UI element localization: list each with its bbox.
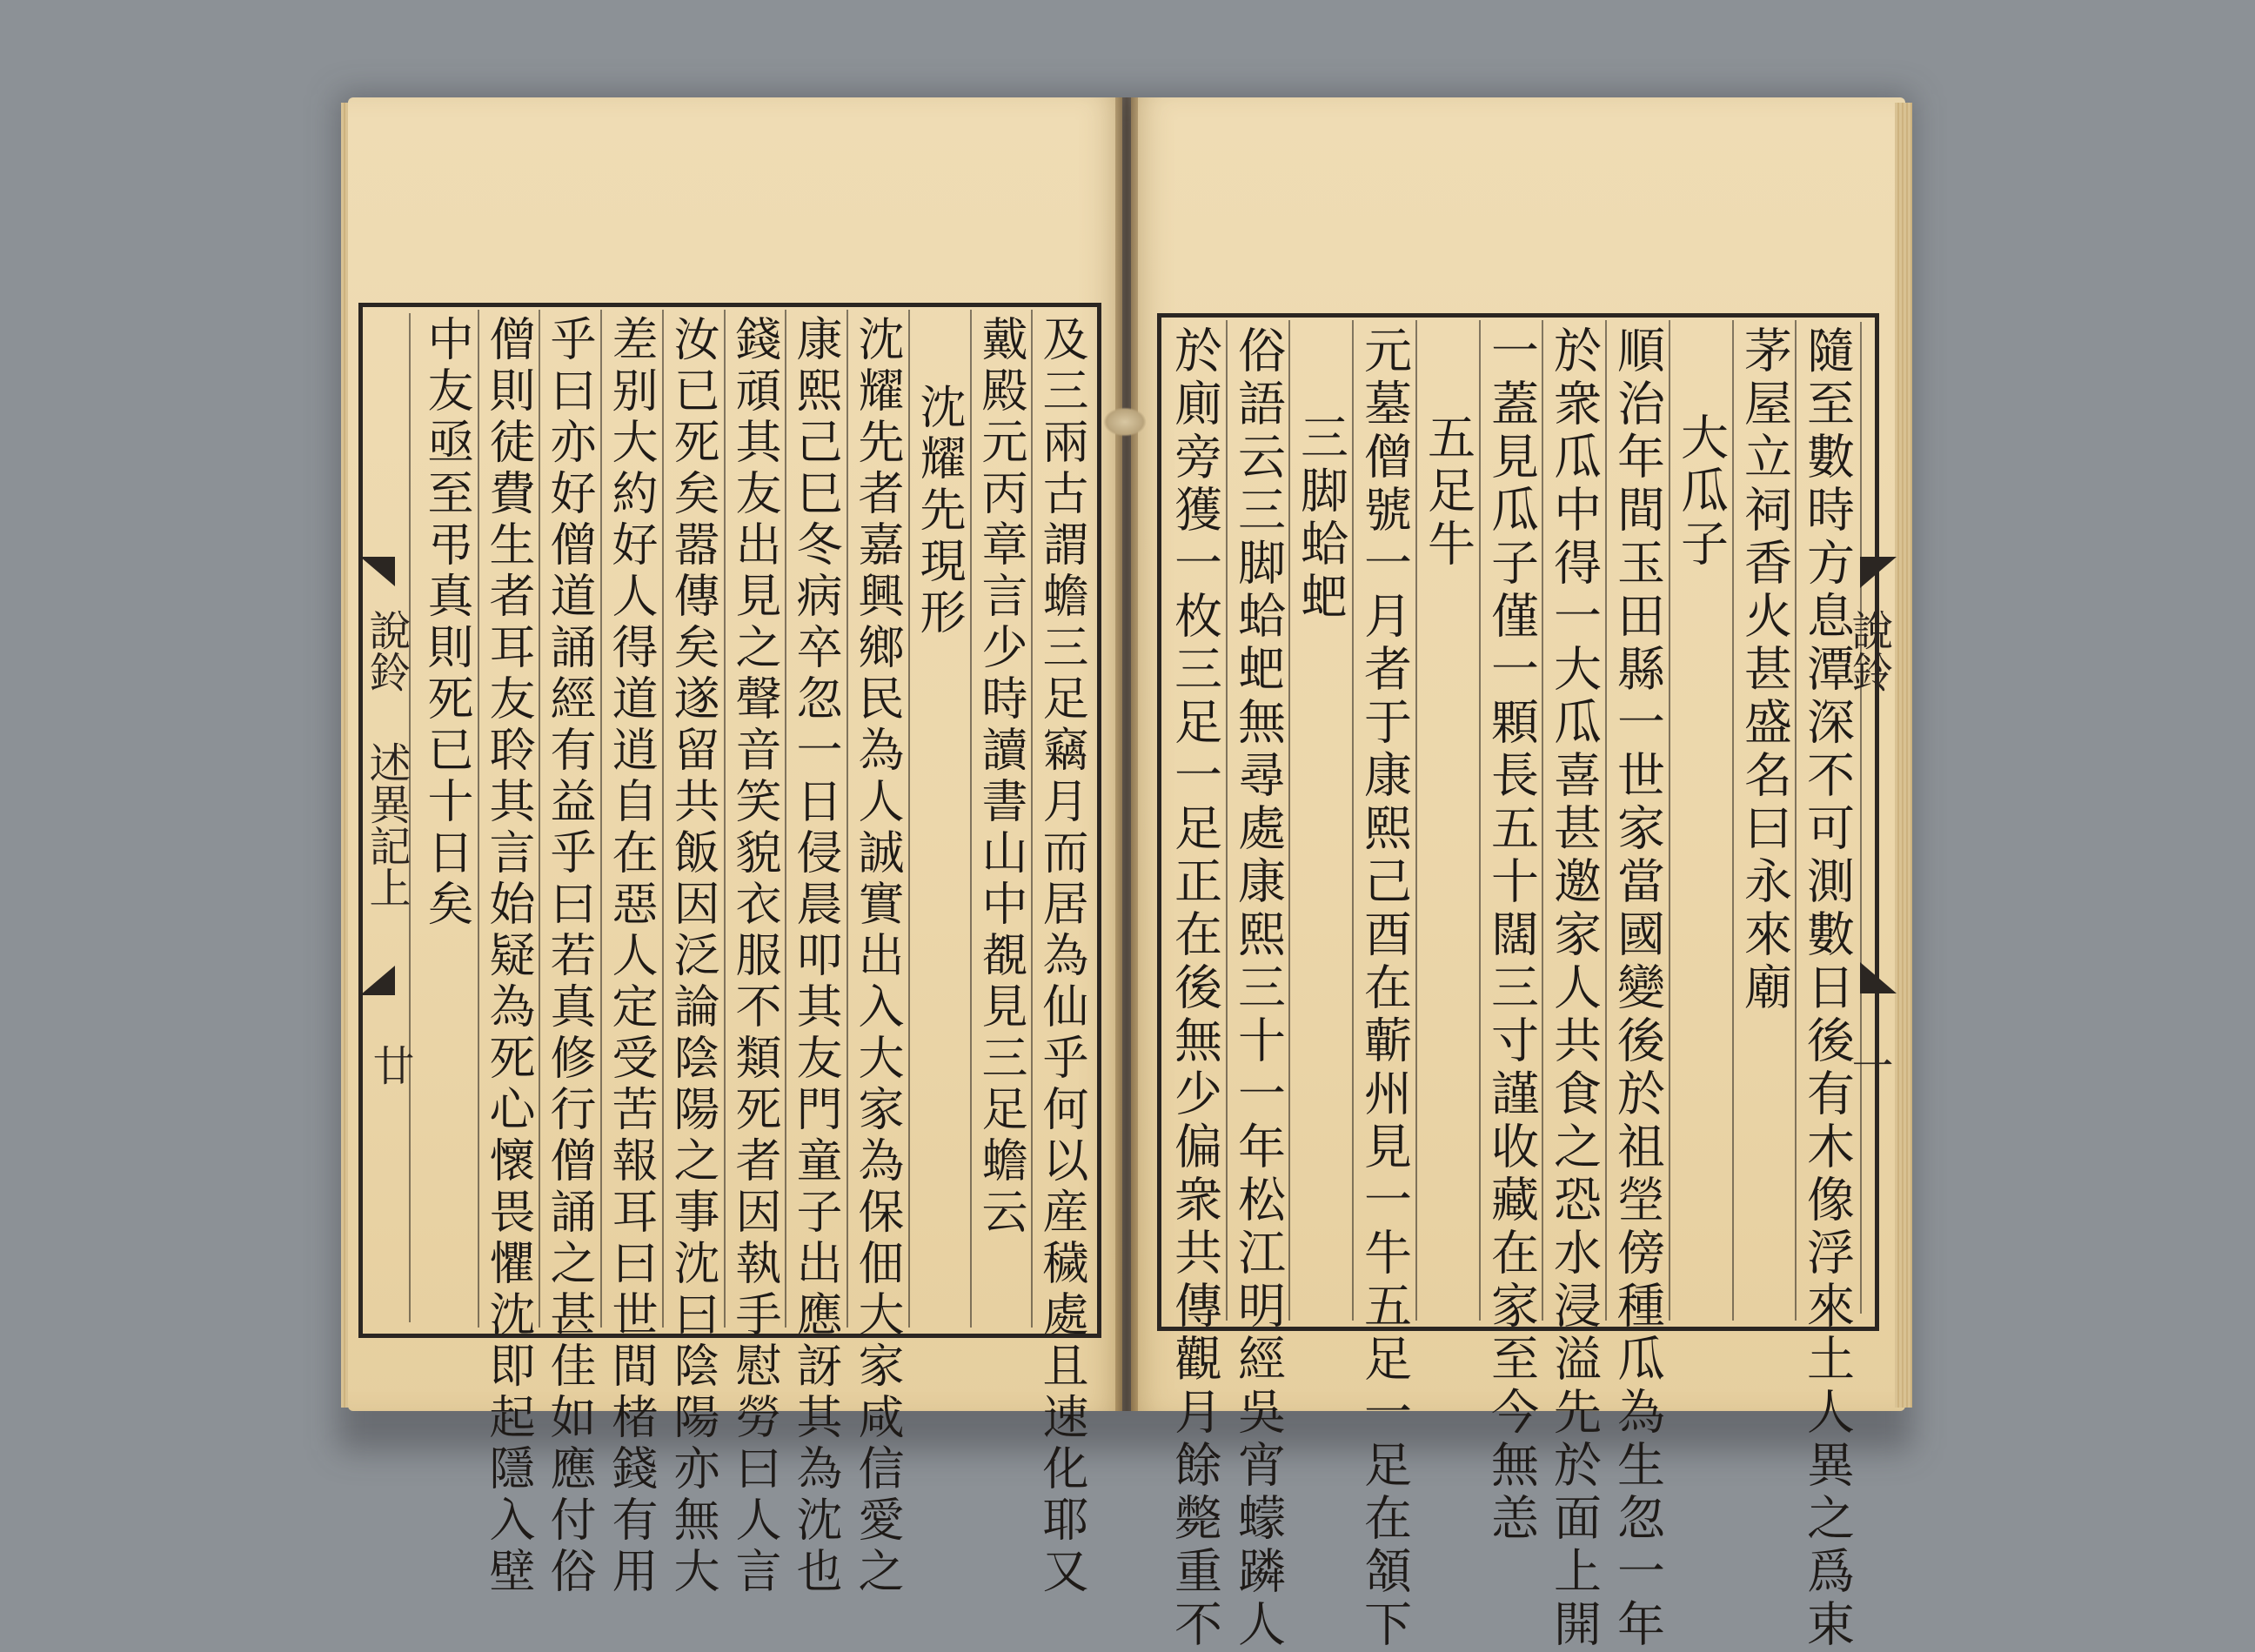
left-col-rule bbox=[1031, 310, 1033, 1328]
left-fish-tail-top bbox=[360, 557, 395, 586]
right-col-rule bbox=[1542, 320, 1543, 1321]
right-col-rule bbox=[1669, 320, 1670, 1321]
left-col-rule bbox=[970, 310, 972, 1328]
left-col-rule bbox=[785, 310, 786, 1328]
right-col-11: 於廁旁獲一枚三足一足正在後無少偏衆共傳觀月餘斃重不 bbox=[1167, 325, 1222, 1652]
left-col-7: 汝已死矣嚣傳矣遂留共飯因泛論陰陽之事沈曰陰陽亦無大 bbox=[666, 315, 719, 1598]
left-col-3: 沈耀先現形 bbox=[913, 383, 966, 639]
right-col-rule bbox=[1795, 320, 1797, 1321]
right-margin-title: 說鈴 bbox=[1844, 609, 1893, 692]
left-col-9: 乎曰亦好僧道誦經有益乎曰若真修行僧誦之甚佳如應付俗 bbox=[543, 315, 596, 1598]
right-fish-tail-top bbox=[1860, 557, 1897, 588]
right-col-rule bbox=[1288, 320, 1290, 1321]
right-col-10: 俗語云三脚蛤蚆無尋處康熙三十一年松江明經吳宵蠓蹸人 bbox=[1230, 325, 1286, 1652]
right-page-number: 一 bbox=[1844, 1044, 1893, 1086]
right-col-5: 於衆瓜中得一大瓜喜甚邀家人共食之恐水浸溢先於面上開 bbox=[1546, 325, 1602, 1652]
left-fish-tail-bottom bbox=[360, 966, 395, 995]
right-col-3: 大瓜子 bbox=[1673, 412, 1729, 572]
right-col-7: 五足牛 bbox=[1420, 412, 1475, 572]
right-col-1: 隨至數時方息潭深不可測數日後有木像浮來土人異之爲束 bbox=[1799, 325, 1855, 1652]
left-col-rule bbox=[600, 310, 602, 1328]
left-margin-title: 說鈴 述異記上 bbox=[362, 609, 411, 908]
left-col-4: 沈耀先者嘉興鄉民為人誠實出入大家為保佃大家咸信愛之 bbox=[851, 315, 904, 1598]
right-col-rule bbox=[1605, 320, 1607, 1321]
right-col-6: 一蓋見瓜子僅一顆長五十闊三寸謹收藏在家至今無恙 bbox=[1483, 325, 1539, 1546]
right-col-8: 元墓僧號一月者于康熙己酉在蘄州見一牛五足一足在頷下 bbox=[1356, 325, 1412, 1652]
left-col-6: 錢頑其友出見之聲音笑貌衣服不類死者因執手慰勞曰人言 bbox=[728, 315, 781, 1598]
left-col-rule bbox=[846, 310, 848, 1328]
right-page-edge bbox=[1895, 103, 1912, 1408]
left-col-11: 中友亟至弔真則死已十日矣 bbox=[420, 315, 473, 931]
left-col-1: 及三兩古謂蟾三足竊月而居為仙乎何以産穢處且速化耶又 bbox=[1035, 315, 1088, 1598]
binding-thread bbox=[1103, 407, 1147, 437]
right-col-rule bbox=[1732, 320, 1734, 1321]
left-col-2: 戴殿元丙章言少時讀書山中覩見三足蟾云 bbox=[974, 315, 1027, 1239]
left-col-10: 僧則徒費生者耳友聆其言始疑為死心懷畏懼沈即起隱入壁 bbox=[482, 315, 535, 1598]
right-col-4: 順治年間玉田縣一世家當國變後於祖塋傍種瓜為生忽一年 bbox=[1609, 325, 1665, 1652]
right-fish-tail-bottom bbox=[1860, 962, 1897, 993]
right-col-rule bbox=[1226, 320, 1228, 1321]
left-col-rule bbox=[539, 310, 540, 1328]
right-col-rule bbox=[1415, 320, 1417, 1321]
right-margin-rule bbox=[1860, 322, 1862, 1314]
right-col-rule bbox=[1479, 320, 1481, 1321]
right-col-9: 三脚蛤蚆 bbox=[1293, 412, 1348, 625]
left-col-rule bbox=[908, 310, 910, 1328]
left-col-8: 差别大約好人得道逍自在惡人定受苦報耳曰世間楮錢有用 bbox=[605, 315, 658, 1598]
left-page-number: 廿 bbox=[365, 1044, 414, 1086]
left-col-rule bbox=[478, 310, 479, 1328]
left-col-rule bbox=[724, 310, 726, 1328]
right-col-2: 茅屋立祠香火甚盛名曰永來廟 bbox=[1736, 325, 1792, 1015]
right-col-rule bbox=[1352, 320, 1354, 1321]
left-col-rule bbox=[662, 310, 664, 1328]
left-col-5: 康熙己巳冬病卒忽一日侵晨叩其友門童子出應訝其為沈也 bbox=[789, 315, 842, 1598]
book-gutter bbox=[1115, 97, 1138, 1411]
